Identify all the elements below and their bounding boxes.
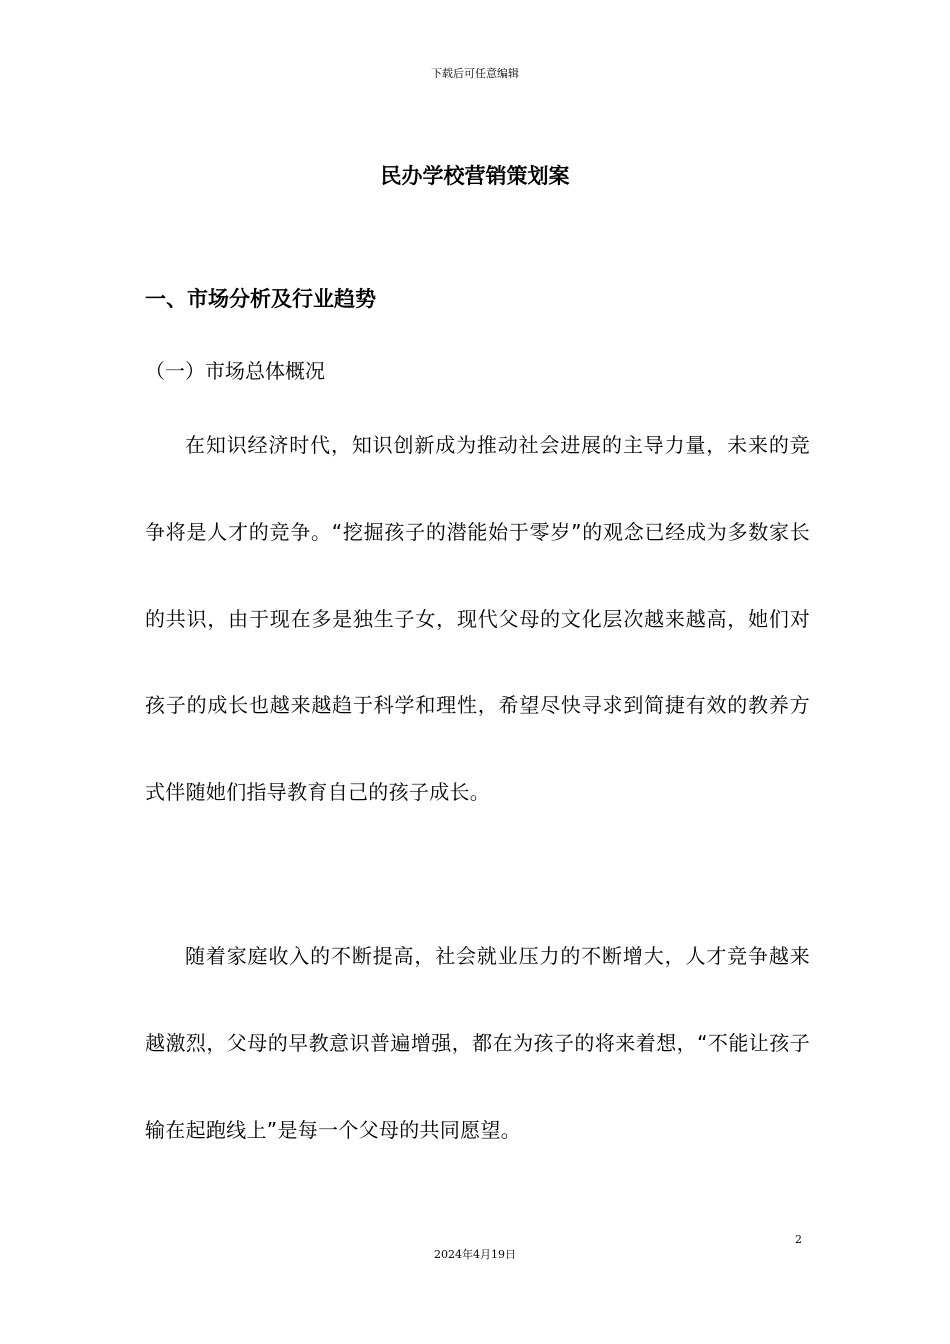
body-paragraph-1: 在知识经济时代，知识创新成为推动社会进展的主导力量，未来的竞争将是人才的竞争。“挖掘孩子的潜能始于零岁”的观念已经成为多数家长的共识，由于现在多是独生子女，现代父母的文化层次越来越高，她们对孩子的成长也越来越趋于科学和理性，希望尽快寻求到简捷有效的教养方式伴随她们指导教育自己的孩子成长。 <box>145 433 810 805</box>
section-heading: 一、市场分析及行业趋势 <box>145 287 376 311</box>
page-number: 2 <box>795 1233 802 1246</box>
page-header: 下载后可任意编辑 <box>431 67 519 80</box>
footer-date: 2024年4月19日 <box>434 1248 516 1261</box>
body-paragraph-2: 随着家庭收入的不断提高，社会就业压力的不断增大，人才竞争越来越激烈，父母的早教意识普遍增强，都在为孩子的将来着想，“不能让孩子输在起跑线上”是每一个父母的共同愿望。 <box>145 944 810 1142</box>
subsection-heading: （一）市场总体概况 <box>145 359 325 383</box>
document-title: 民办学校营销策划案 <box>380 164 570 188</box>
